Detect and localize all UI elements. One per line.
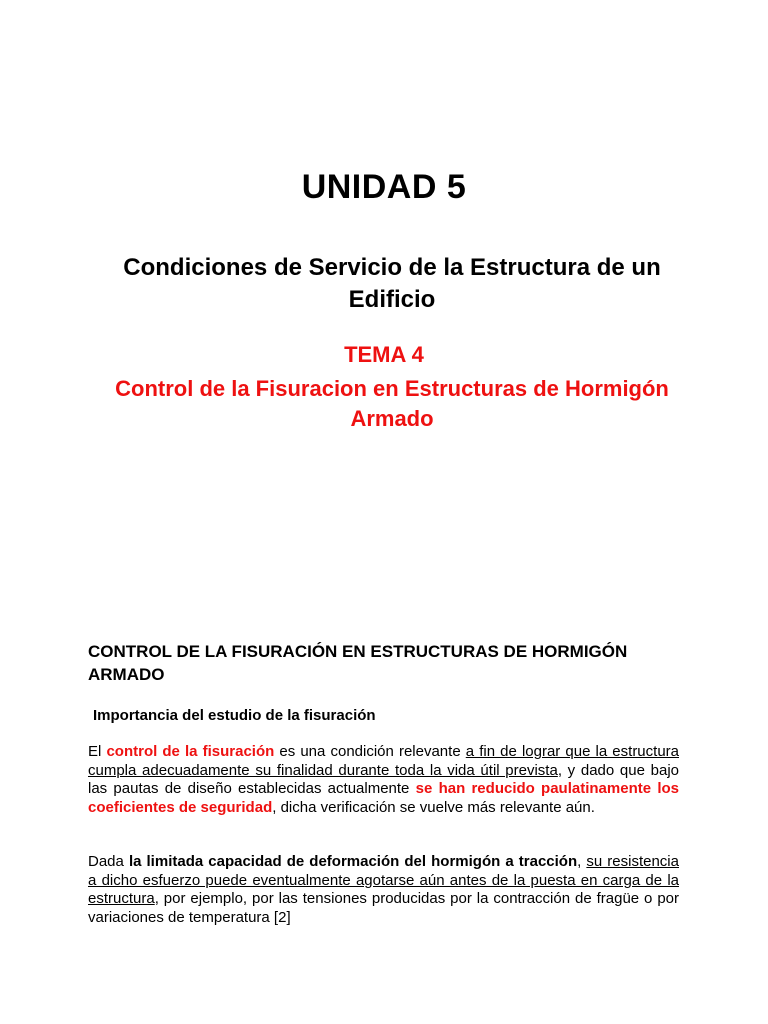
tema-title: Control de la Fisuracion en Estructuras de Hormigón Armado (115, 376, 669, 431)
tema-label: TEMA 4 (344, 342, 424, 367)
unit-title: UNIDAD 5 (301, 168, 467, 206)
underlined-text: a fin de lograr que la estructura cumpla adecuadamente su finalidad durante toda la vida útil prevista (88, 743, 679, 779)
paragraph-text: , y dado que bajo las pautas de diseño establecidas actualmente (88, 761, 680, 797)
paragraph-text: es una condición relevante (274, 743, 466, 760)
highlight-red: se han reducido paulatinamente los coeficientes de seguridad (88, 780, 679, 816)
paragraph-1 (88, 743, 679, 817)
bold-text: la limitada capacidad de deformación del hormigón a tracción (128, 853, 578, 870)
section-heading: CONTROL DE LA FISURACIÓN EN ESTRUCTURAS DE HORMIGÓN ARMADO (88, 642, 628, 684)
paragraph-2 (88, 853, 679, 927)
highlight-red: control de la fisuración (106, 743, 275, 760)
paragraph-text: El (88, 743, 107, 760)
paragraph-text: Dada (88, 853, 129, 870)
paragraph-text: , dicha verificación se vuelve más relevante aún. (272, 798, 595, 816)
subsection-heading: Importancia del estudio de la fisuración (93, 707, 376, 724)
paragraph-text: , (577, 853, 587, 870)
underlined-text: su resistencia a dicho esfuerzo puede eventualmente agotarse aún antes de la puesta en carga de la estructura (88, 853, 679, 907)
document-subtitle: Condiciones de Servicio de la Estructura de un Edificio (123, 254, 661, 313)
paragraph-text: , por ejemplo, por las tensiones producidas por la contracción de fragüe o por variaciones de temperatura [2] (88, 890, 679, 926)
